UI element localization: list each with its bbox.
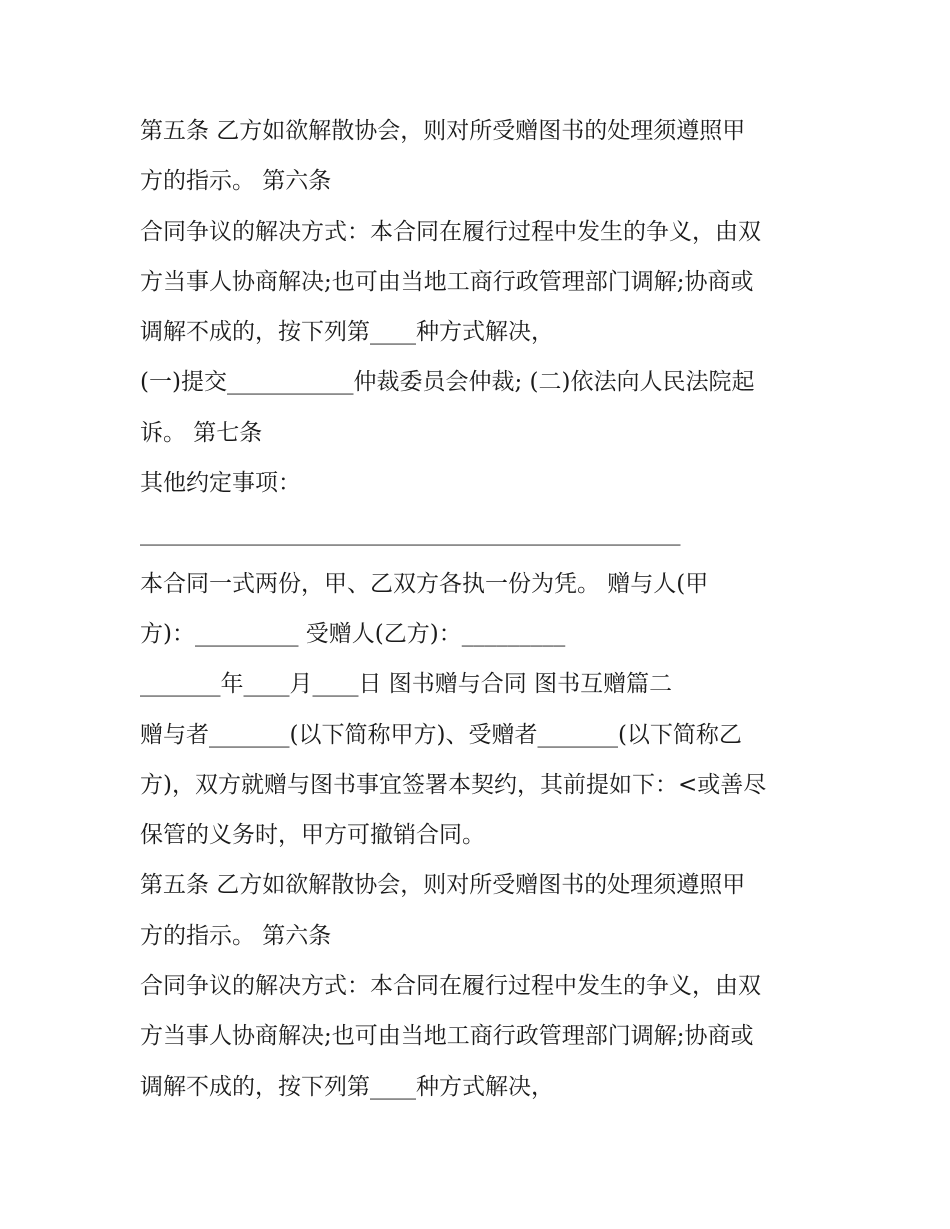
text-line: 保管的义务时，甲方可撤销合同。	[140, 822, 485, 849]
text-line: 调解不成的，按下列第____种方式解决，	[140, 319, 554, 346]
text-line: 赠与者_______(以下简称甲方)、受赠者_______(以下简称乙	[140, 721, 742, 748]
text-line: 调解不成的，按下列第____种方式解决，	[140, 1073, 554, 1100]
text-line: 第五条 乙方如欲解散协会，则对所受赠图书的处理须遵照甲	[140, 118, 746, 144]
text-line: 第五条 乙方如欲解散协会，则对所受赠图书的处理须遵照甲	[140, 872, 746, 899]
text-line: 方当事人协商解决;也可由当地工商行政管理部门调解;协商或	[140, 268, 754, 295]
text-line: 合同争议的解决方式：本合同在履行过程中发生的争义，由双	[140, 973, 761, 1000]
text-line: 本合同一式两份，甲、乙双方各执一份为凭。 赠与人(甲	[140, 570, 709, 597]
contract-text-body	[140, 106, 830, 1112]
text-line: 其他约定事项：	[140, 470, 301, 497]
date-line: _______年____月____日 图书赠与合同 图书互赠篇二	[140, 671, 673, 698]
blank-fill-line: _______________________________________________	[140, 520, 681, 547]
text-line: 诉。 第七条	[140, 419, 263, 446]
text-line: 方)，双方就赠与图书事宜签署本契约，其前提如下：<或善尽	[140, 771, 767, 798]
text-line: 方当事人协商解决;也可由当地工商行政管理部门调解;协商或	[140, 1023, 754, 1050]
text-line: 方的指示。 第六条	[140, 168, 332, 195]
text-line: 合同争议的解决方式：本合同在履行过程中发生的争义，由双	[140, 218, 761, 245]
signature-line: 方)：_________ 受赠人(乙方)：_________	[140, 620, 566, 647]
text-line: 方的指示。 第六条	[140, 922, 332, 949]
text-line: (一)提交___________仲裁委员会仲裁; (二)依法向人民法院起	[140, 369, 755, 396]
